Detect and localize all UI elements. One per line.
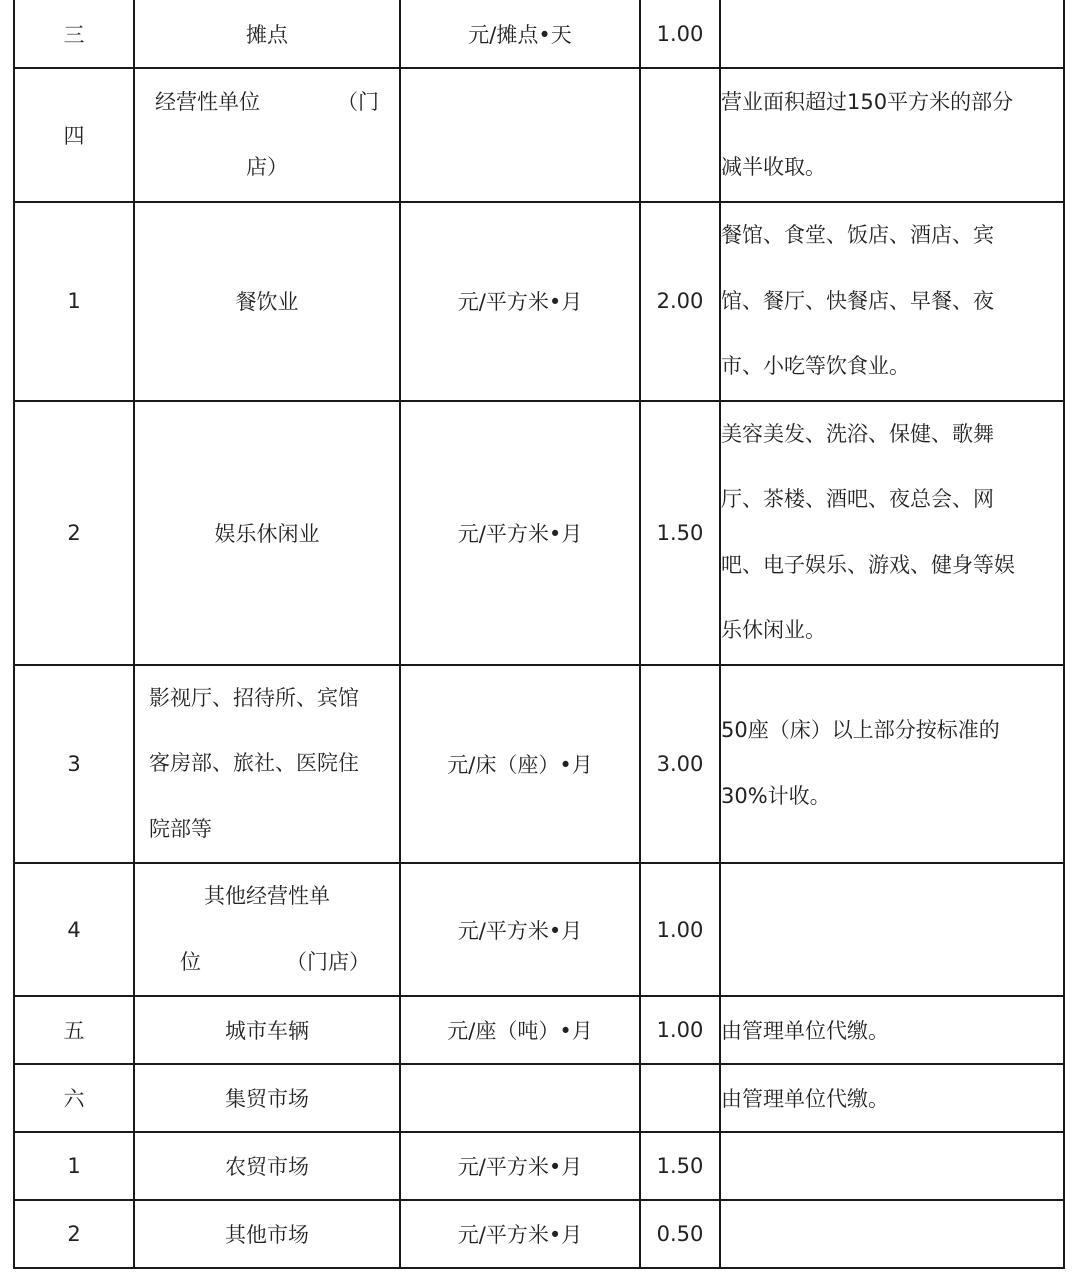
row-item-name [134,665,400,864]
row-note [720,1200,1064,1268]
note-line: 减半收取。 [721,155,826,179]
row-item-name: 娱乐休闲业 [134,401,400,665]
row-number: 1 [14,202,134,401]
note-line: 乐休闲业。 [721,618,826,642]
name-part: （门店） [286,949,370,974]
row-price: 1.00 [640,0,720,68]
row-note: 由管理单位代缴。 [720,1064,1064,1132]
row-unit: 元/摊点•天 [400,0,640,68]
row-note [720,863,1064,996]
row-price: 2.00 [640,202,720,401]
table-row [14,1064,1064,1132]
row-item-name: 集贸市场 [134,1064,400,1132]
row-note [720,401,1064,665]
row-number: 五 [14,996,134,1064]
row-number: 四 [14,68,134,202]
table-row [14,996,1064,1064]
row-item-name: 其他市场 [134,1200,400,1268]
row-price: 1.50 [640,1132,720,1200]
note-line: 餐馆、食堂、饭店、酒店、宾 [721,223,994,247]
row-note [720,68,1064,202]
row-unit: 元/平方米•月 [400,401,640,665]
note-line: 30%计收。 [721,783,831,808]
row-note [720,1132,1064,1200]
name-part: 店） [246,155,288,179]
row-note [720,665,1064,864]
row-price: 0.50 [640,1200,720,1268]
table-row [14,68,1064,202]
name-part: 位 [180,949,201,974]
note-line: 厅、茶楼、酒吧、夜总会、网 [721,487,994,511]
row-unit [400,1064,640,1132]
row-unit: 元/平方米•月 [400,202,640,401]
name-line: 影视厅、招待所、宾馆 [149,685,359,710]
note-line: 吧、电子娱乐、游戏、健身等娱 [721,552,1015,577]
row-unit [400,68,640,202]
row-unit: 元/床（座）•月 [400,665,640,864]
row-price: 1.50 [640,401,720,665]
row-item-name [134,863,400,996]
table-row [14,863,1064,996]
name-line: 客房部、旅社、医院住 [149,751,359,775]
note-line: 馆、餐厅、快餐店、早餐、夜 [721,288,994,313]
row-number: 六 [14,1064,134,1132]
name-line: 院部等 [149,816,212,841]
table-row [14,665,1064,864]
row-price: 1.00 [640,996,720,1064]
row-number: 4 [14,863,134,996]
table-row [14,1132,1064,1200]
row-price [640,1064,720,1132]
name-part: 经营性单位 [155,89,260,114]
row-unit: 元/平方米•月 [400,1200,640,1268]
name-part: 其他经营性单 [204,884,330,908]
note-line: 50座（床）以上部分按标准的 [721,718,1000,743]
row-unit: 元/平方米•月 [400,863,640,996]
note-line: 市、小吃等饮食业。 [721,354,910,378]
row-item-name: 城市车辆 [134,996,400,1064]
row-unit: 元/平方米•月 [400,1132,640,1200]
row-price: 1.00 [640,863,720,996]
row-item-name [134,68,400,202]
row-price: 3.00 [640,665,720,864]
row-note: 由管理单位代缴。 [720,996,1064,1064]
row-number: 3 [14,665,134,864]
row-note [720,0,1064,68]
note-line: 营业面积超过150平方米的部分 [721,89,1014,114]
row-number: 1 [14,1132,134,1200]
row-item-name: 农贸市场 [134,1132,400,1200]
note-line: 美容美发、洗浴、保健、歌舞 [721,421,994,446]
row-unit: 元/座（吨）•月 [400,996,640,1064]
row-note [720,202,1064,401]
table-row [14,0,1064,68]
row-number: 2 [14,401,134,665]
row-number: 三 [14,0,134,68]
name-part: （门 [337,89,379,114]
row-price [640,68,720,202]
row-number: 2 [14,1200,134,1268]
table-row [14,1200,1064,1268]
fee-standard-table [13,0,1065,1269]
table-row [14,202,1064,401]
table-row [14,401,1064,665]
row-item-name: 摊点 [134,0,400,68]
row-item-name: 餐饮业 [134,202,400,401]
